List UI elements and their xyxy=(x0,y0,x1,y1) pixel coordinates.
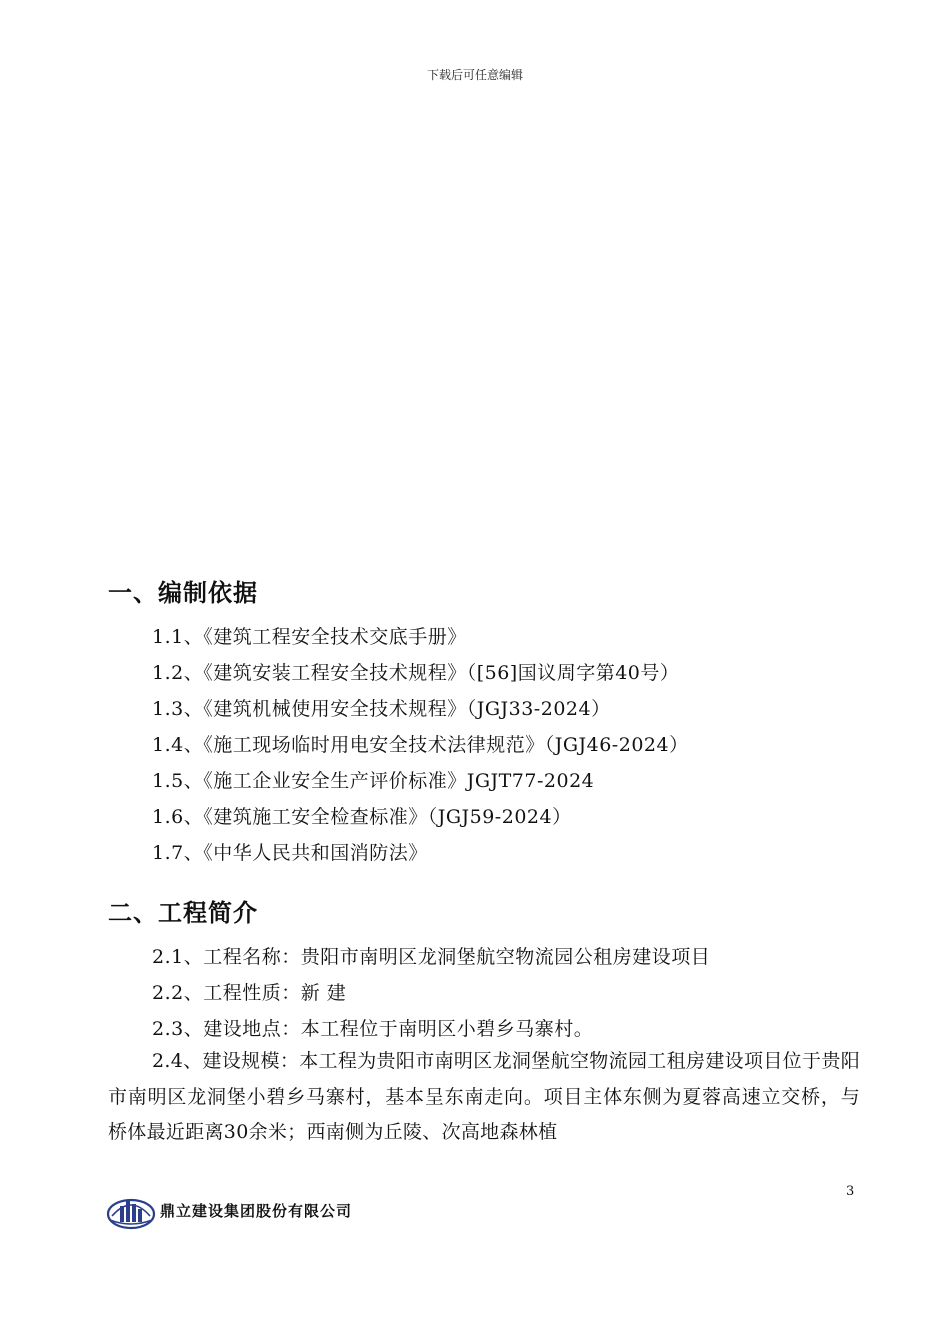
section-title-overview: 二、工程简介 xyxy=(108,899,258,927)
overview-item: 2.2、工程性质：新 建 xyxy=(152,982,347,1004)
overview-scale-paragraph: 2.4、建设规模：本工程为贵阳市南明区龙洞堡航空物流园工租房建设项目位于贵阳市南明区龙洞堡小碧乡马寨村，基本呈东南走向。项目主体东侧为夏蓉高速立交桥，与桥体最近距离30余米；西南侧为丘陵、次高地森林植 xyxy=(108,1050,860,1143)
basis-item: 1.2、《建筑安装工程安全技术规程》（[56]国议周字第40号） xyxy=(152,662,680,684)
header-note: 下载后可任意编辑 xyxy=(426,68,523,82)
page-number: 3 xyxy=(846,1184,855,1199)
company-name: 鼎立建设集团股份有限公司 xyxy=(160,1202,353,1220)
basis-item: 1.5、《施工企业安全生产评价标准》JGJT77-2024 xyxy=(152,770,595,792)
company-logo-icon xyxy=(106,1190,156,1230)
basis-item: 1.4、《施工现场临时用电安全技术法律规范》（JGJ46-2024） xyxy=(152,734,689,756)
basis-item: 1.7、《中华人民共和国消防法》 xyxy=(152,842,428,864)
section-title-basis: 一、编制依据 xyxy=(108,579,258,607)
overview-item: 2.1、工程名称：贵阳市南明区龙洞堡航空物流园公租房建设项目 xyxy=(152,946,711,968)
overview-item: 2.3、建设地点：本工程位于南明区小碧乡马寨村。 xyxy=(152,1018,594,1040)
basis-item: 1.1、《建筑工程安全技术交底手册》 xyxy=(152,626,467,648)
basis-item: 1.3、《建筑机械使用安全技术规程》（JGJ33-2024） xyxy=(152,698,611,720)
basis-item: 1.6、《建筑施工安全检查标准》（JGJ59-2024） xyxy=(152,806,572,828)
